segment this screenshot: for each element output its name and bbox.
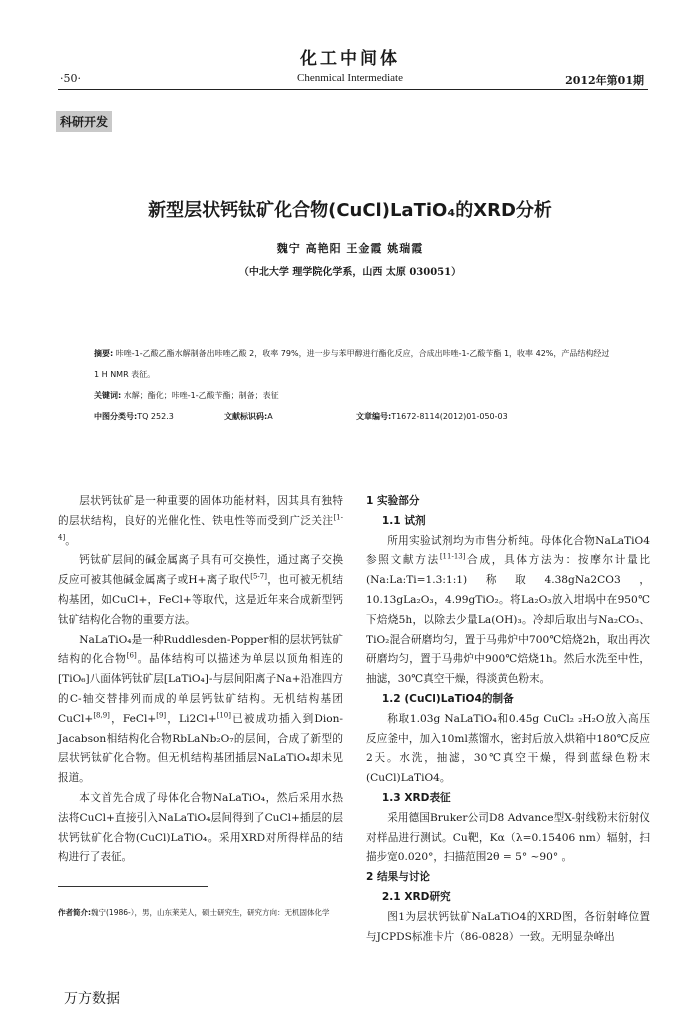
abstract-text-2: 1 H NMR 表征。 — [94, 370, 156, 379]
paragraph: 层状钙钛矿是一种重要的固体功能材料，因其具有独特的层状结构，良好的光催化性、铁电性等而受到广泛关注[1-4]。 — [58, 495, 343, 547]
section-heading: 1 实验部分 — [366, 495, 420, 507]
issue-label: 2012年第01期 — [565, 74, 644, 87]
paragraph: 钙钛矿层间的碱金属离子具有可交换性，通过离子交换反应可被其他碱金属离子或H+离子取代[5-7]，也可被无机结构基团，如CuCl+，FeCl+等取代，这是近年来合成新型钙钛矿结构化合物的重要方法。 — [58, 554, 344, 626]
authors: 魏宁 高艳阳 王金霞 姚瑞霞 — [276, 242, 424, 255]
keywords-label: 关键词: — [94, 391, 122, 400]
abstract-text-1: 咔唑-1-乙酸乙酯水解制备出咔唑乙酸 2，收率 79%，进一步与苯甲醇进行酯化反应，合成出咔唑-1-乙酸苄酯 1，收率 42%，产品结构经过 — [115, 349, 610, 358]
footnote-divider — [58, 886, 208, 887]
doc-code-value: A — [267, 412, 273, 421]
subsection-heading: 2.1 XRD研究 — [381, 890, 451, 903]
subsection-heading: 1.1 试剂 — [381, 514, 426, 527]
journal-name-cn: 化工中间体 — [300, 49, 400, 69]
article-title: 新型层状钙钛矿化合物(CuCl)LaTiO₄的XRD分析 — [148, 200, 552, 221]
header-divider — [58, 89, 648, 90]
wanfang-watermark: 万方数据 — [64, 991, 120, 1007]
clc-value: TQ 252.3 — [137, 412, 174, 421]
journal-name-en: Chenmical Intermediate — [297, 72, 403, 84]
abstract-block — [94, 343, 654, 427]
paragraph: 采用德国Bruker公司D8 Advance型X-射线粉末衍射仪对样品进行测试。Cu靶，Kα（λ=0.15406 nm）辐射，扫描步宽0.020°，扫描范围2θ = 5° ~90° 。 — [366, 811, 650, 864]
paragraph: 所用实验试剂均为市售分析纯。母体化合物NaLaTiO4参照文献方法[11-13]合成，具体方法为：按摩尔计量比(Na:La:Ti=1.3:1:1)称取4.38gNa2CO3，10.13gLa₂O₃，4.99gTiO₂。将La₂O₃放入坩埚中在950℃下焙烧5h，以除去少量La(OH)₃。冷却后取出与Na₂CO₃、TiO₂混合研磨均匀，置于马弗炉中700℃焙烧2h，取出再次研磨均匀，置于马弗炉中900℃焙烧1h。然后水洗至中性，抽滤，30℃真空干燥，得淡黄色粉末。 — [366, 534, 650, 686]
column-tag: 科研开发 — [56, 111, 112, 132]
article-no-value: T1672-8114(2012)01-050-03 — [391, 412, 508, 421]
section-heading: 2 结果与讨论 — [366, 871, 431, 884]
subsection-heading: 1.3 XRD表征 — [381, 791, 451, 804]
right-column — [366, 492, 650, 947]
left-column — [58, 492, 343, 868]
paragraph: 称取1.03g NaLaTiO₄和0.45g CuCl₂ ₂H₂O放入高压反应釜中，加入10ml蒸馏水，密封后放入烘箱中180℃反应2天。水洗，抽滤，30℃真空干燥，得到蓝绿色粉末(CuCl)LaTiO4。 — [366, 712, 650, 785]
keywords-line — [94, 385, 654, 406]
footnote-text: 魏宁(1986-），男，山东莱芜人，硕士研究生，研究方向：无机固体化学 — [91, 908, 330, 917]
paragraph: NaLaTiO₄是一种Ruddlesden-Popper相的层状钙钛矿结构的化合物[6]。晶体结构可以描述为单层以顶角相连的[TiO₆]八面体钙钛矿层[LaTiO₄]-与层间阳离子Na+沿准四方的C-轴交替排列而成的单层钙钛矿结构。无机结构基团CuCl+[8,9]，FeCl+[9]，Li2Cl+[10]已被成功插入到Dion-Jacabson相结构化合物RbLaNb₂O₇的层间，合成了新型的层状钙钛矿化合物。但无机结构基团插层NaLaTiO₄却未见报道。 — [58, 633, 344, 785]
author-footnote — [58, 907, 343, 919]
abstract-label: 摘要: — [94, 349, 114, 358]
abstract-line-1 — [94, 343, 654, 364]
doc-code-label: 文献标识码: — [224, 412, 268, 421]
paragraph: 图1为层状钙钛矿NaLaTiO4的XRD图，各衍射峰位置与JCPDS标准卡片（86-0828）一致。无明显杂峰出 — [366, 910, 650, 943]
footnote-label: 作者简介: — [58, 908, 91, 917]
subsection-heading: 1.2 (CuCl)LaTiO4的制备 — [381, 692, 514, 705]
paragraph: 本文首先合成了母体化合物NaLaTiO₄，然后采用水热法将CuCl+直接引入NaLaTiO₄层间得到了CuCl+插层的层状钙钛矿化合物(CuCl)LaTiO₄。采用XRD对所得样品的结构进行了表征。 — [58, 791, 343, 864]
classification-line — [94, 406, 654, 427]
article-no-label: 文章编号: — [356, 412, 392, 421]
clc-label: 中图分类号: — [94, 412, 138, 421]
affiliation: （中北大学 理学院化学系，山西 太原 030051） — [238, 267, 462, 278]
page-number: ·50· — [60, 72, 81, 85]
keywords: 水解；酯化；咔唑-1-乙酸苄酯；制备；表征 — [123, 391, 279, 400]
